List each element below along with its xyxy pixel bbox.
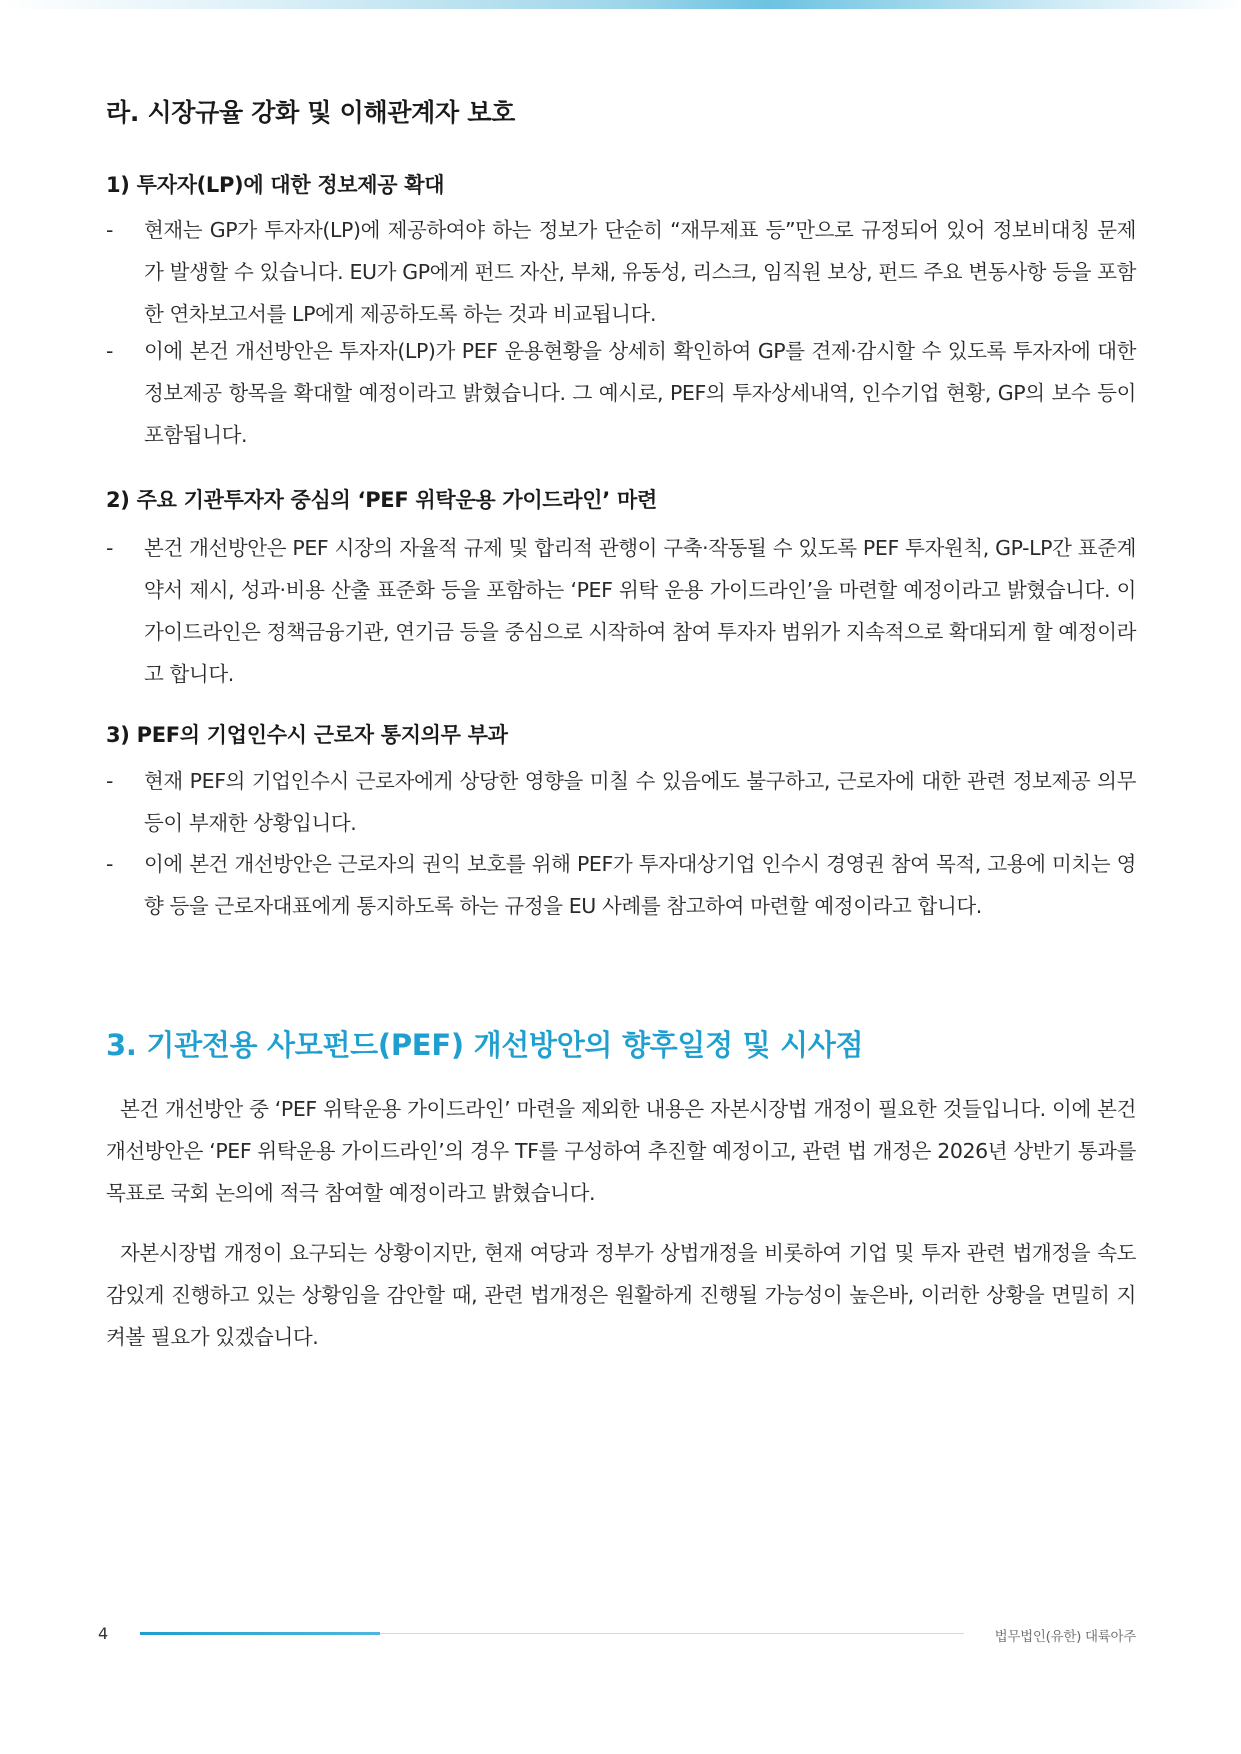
footer-accent-line [140,1632,380,1635]
bullet-dash: - [106,769,113,793]
bullet-text: 본건 개선방안은 PEF 시장의 자율적 규제 및 합리적 관행이 구축·작동될 수 있도록 PEF 투자원칙, GP-LP간 표준계약서 제시, 성과·비용 산출 표준화 등을 포함하는 ‘PEF 위탁 운용 가이드라인’을 마련할 예정이라고 밝혔습니다. 이 가이드라인은 정책금융기관, 연기금 등을 중심으로 시작하여 참여 투자자 범위가 지속적으로 확대되게 할 예정이라고 합니다. [144,536,1136,686]
subsection-title-2: 2) 주요 기관투자자 중심의 ‘PEF 위탁운용 가이드라인’ 마련 [106,488,657,512]
bullet-dash: - [106,536,113,560]
bullet-item [106,760,1136,844]
section-heading: 라. 시장규율 강화 및 이해관계자 보호 [106,98,515,127]
bullet-dash: - [106,218,113,242]
bullet-item [106,209,1136,335]
bullet-text: 현재는 GP가 투자자(LP)에 제공하여야 하는 정보가 단순히 “재무제표 등”만으로 규정되어 있어 정보비대칭 문제가 발생할 수 있습니다. EU가 GP에게 펀드 자산, 부채, 유동성, 리스크, 임직원 보상, 펀드 주요 변동사항 등을 포함한 연차보고서를 LP에게 제공하도록 하는 것과 비교됩니다. [144,218,1136,326]
bullet-dash: - [106,852,113,876]
body-paragraph: 본건 개선방안 중 ‘PEF 위탁운용 가이드라인’ 마련을 제외한 내용은 자본시장법 개정이 필요한 것들입니다. 이에 본건 개선방안은 ‘PEF 위탁운용 가이드라인’의 경우 TF를 구성하여 추진할 예정이고, 관련 법 개정은 2026년 상반기 통과를 목표로 국회 논의에 적극 참여할 예정이라고 밝혔습니다. [106,1097,1136,1205]
firm-name: 법무법인(유한) 대륙아주 [994,1629,1136,1645]
top-accent-band [0,0,1241,9]
subsection-title-3: 3) PEF의 기업인수시 근로자 통지의무 부과 [106,723,508,747]
bullet-text: 이에 본건 개선방안은 투자자(LP)가 PEF 운용현황을 상세히 확인하여 GP를 견제·감시할 수 있도록 투자자에 대한 정보제공 항목을 확대할 예정이라고 밝혔습니다. 그 예시로, PEF의 투자상세내역, 인수기업 현황, GP의 보수 등이 포함됩니다. [144,339,1136,447]
bullet-item [106,527,1136,695]
bullet-text: 이에 본건 개선방안은 근로자의 권익 보호를 위해 PEF가 투자대상기업 인수시 경영권 참여 목적, 고용에 미치는 영향 등을 근로자대표에게 통지하도록 하는 규정을 EU 사례를 참고하여 마련할 예정이라고 합니다. [144,852,1136,918]
main-section-heading: 3. 기관전용 사모펀드(PEF) 개선방안의 향후일정 및 시사점 [106,1028,864,1062]
page-number: 4 [98,1624,109,1643]
bullet-dash: - [106,339,113,363]
subsection-title-1: 1) 투자자(LP)에 대한 정보제공 확대 [106,173,445,197]
bullet-text: 현재 PEF의 기업인수시 근로자에게 상당한 영향을 미칠 수 있음에도 불구하고, 근로자에 대한 관련 정보제공 의무 등이 부재한 상황입니다. [144,769,1136,835]
body-paragraph: 자본시장법 개정이 요구되는 상황이지만, 현재 여당과 정부가 상법개정을 비롯하여 기업 및 투자 관련 법개정을 속도감있게 진행하고 있는 상황임을 감안할 때, 관련 법개정은 원활하게 진행될 가능성이 높은바, 이러한 상황을 면밀히 지켜볼 필요가 있겠습니다. [106,1241,1136,1349]
bullet-item [106,843,1136,927]
bullet-item [106,330,1136,456]
